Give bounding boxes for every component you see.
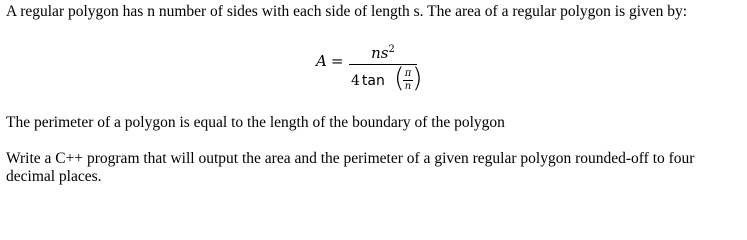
inner-numerator-pi: π [404,68,412,79]
denominator-tan: tan [361,73,385,89]
right-parenthesis: ) [412,63,423,94]
formula-numerator [350,41,416,62]
fraction-bar [349,64,417,65]
formula-variable-a: A [316,52,327,70]
intro-text: A regular polygon has n number of sides with each side of length s. The area of a regular polygon is given by: [6,3,688,20]
left-parenthesis: ( [394,63,405,94]
formula-denominator [351,66,385,96]
denominator-coefficient: 4 [351,73,360,89]
task-text-line-2: decimal places. [6,168,102,185]
formula-lhs [316,52,343,70]
numerator-term: ns [371,44,389,62]
area-formula [312,38,462,100]
formula-equals: = [330,52,344,70]
perimeter-text: The perimeter of a polygon is equal to the length of the boundary of the polygon [6,114,505,131]
numerator-exponent: 2 [388,44,395,55]
task-text-line-1: Write a C++ program that will output the area and the perimeter of a given regular polygon rounded-off to four [6,150,695,167]
inner-denominator-n: n [404,81,412,92]
